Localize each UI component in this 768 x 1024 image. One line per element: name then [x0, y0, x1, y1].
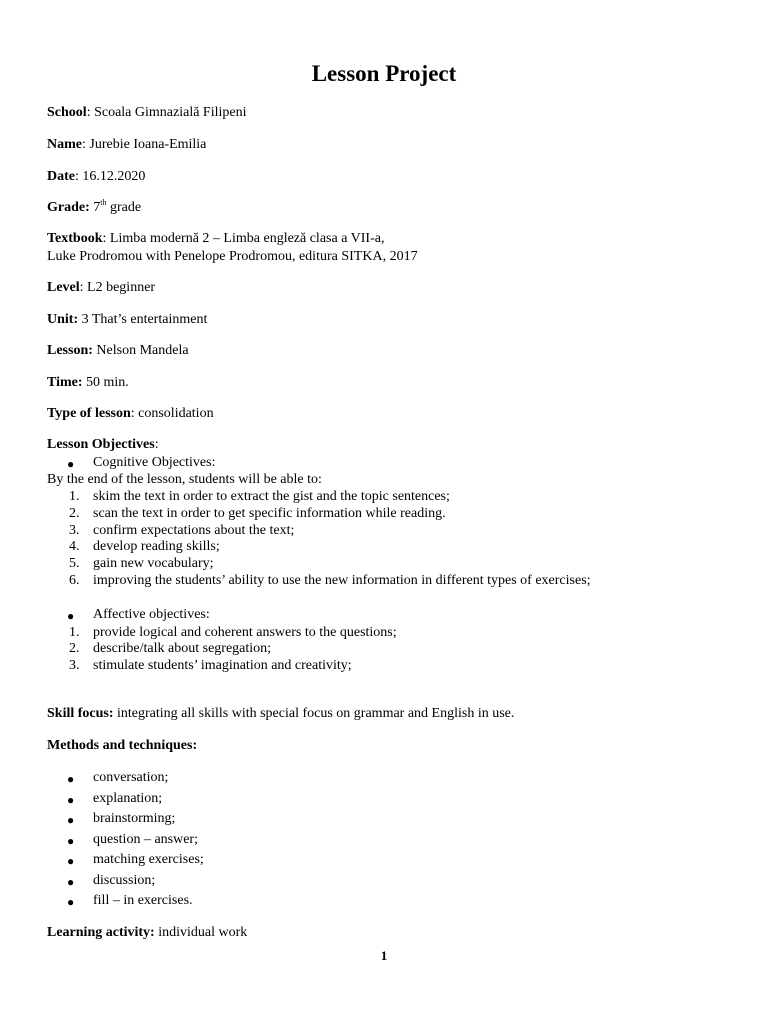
- cognitive-item: improving the students’ ability to use the new information in different types of exercises;: [93, 573, 591, 588]
- list-number: 1.: [69, 625, 80, 640]
- bullet-icon: ●: [67, 772, 75, 786]
- cognitive-objectives-label: Cognitive Objectives:: [93, 455, 216, 470]
- skill-focus-value: integrating all skills with special focus on grammar and English in use.: [113, 706, 515, 721]
- affective-item: provide logical and coherent answers to the questions;: [93, 625, 397, 640]
- objectives-intro: By the end of the lesson, students will be able to:: [47, 472, 322, 487]
- unit-value: 3 That’s entertainment: [78, 312, 208, 327]
- list-number: 2.: [69, 641, 80, 656]
- learning-activity-field: [47, 924, 247, 942]
- list-number: 2.: [69, 506, 80, 521]
- name-field: [47, 136, 206, 154]
- unit-field: [47, 311, 207, 329]
- cognitive-item: confirm expectations about the text;: [93, 523, 295, 538]
- method-item: brainstorming;: [93, 811, 176, 826]
- bullet-icon: ●: [67, 609, 75, 623]
- objectives-label: Lesson Objectives: [47, 437, 155, 452]
- level-field: [47, 279, 155, 297]
- list-number: 5.: [69, 556, 80, 571]
- page-title: Lesson Project: [311, 61, 457, 86]
- page-number: 1: [380, 948, 388, 963]
- objectives-heading: [47, 436, 159, 454]
- list-number: 3.: [69, 658, 80, 673]
- date-label: Date: [47, 169, 75, 184]
- lesson-type-value: : consolidation: [130, 406, 214, 421]
- affective-item: describe/talk about segregation;: [93, 641, 272, 656]
- grade-label: Grade:: [47, 200, 90, 215]
- school-field: [47, 104, 246, 122]
- name-label: Name: [47, 137, 82, 152]
- cognitive-item: develop reading skills;: [93, 539, 220, 554]
- grade-field: [47, 199, 141, 217]
- list-number: 1.: [69, 489, 80, 504]
- method-item: fill – in exercises.: [93, 893, 193, 908]
- lesson-label: Lesson:: [47, 343, 93, 358]
- list-number: 6.: [69, 573, 80, 588]
- textbook-label: Textbook: [47, 231, 103, 246]
- grade-value: 7: [89, 200, 101, 215]
- time-field: [47, 374, 129, 392]
- lesson-type-label: Type of lesson: [47, 406, 131, 421]
- lesson-value: Nelson Mandela: [92, 343, 189, 358]
- lesson-field: [47, 342, 189, 360]
- methods-heading: Methods and techniques:: [47, 738, 198, 753]
- method-item: discussion;: [93, 873, 156, 888]
- bullet-icon: ●: [67, 895, 75, 909]
- textbook-line2: Luke Prodromou with Penelope Prodromou, editura SITKA, 2017: [47, 249, 418, 264]
- skill-focus-label: Skill focus:: [47, 706, 114, 721]
- cognitive-item: scan the text in order to get specific information while reading.: [93, 506, 446, 521]
- learning-activity-label: Learning activity:: [47, 925, 155, 940]
- grade-suffix: grade: [106, 200, 142, 215]
- method-item: conversation;: [93, 770, 169, 785]
- time-value: 50 min.: [82, 375, 129, 390]
- name-value: : Jurebie Ioana-Emilia: [82, 137, 207, 152]
- affective-objectives-label: Affective objectives:: [93, 607, 210, 622]
- textbook-value: : Limba modernă 2 – Limba engleză clasa a VII-a,: [102, 231, 385, 246]
- list-number: 3.: [69, 523, 80, 538]
- school-label: School: [47, 105, 87, 120]
- textbook-field: [47, 230, 384, 248]
- bullet-icon: ●: [67, 875, 75, 889]
- bullet-icon: ●: [67, 793, 75, 807]
- level-label: Level: [47, 280, 80, 295]
- skill-focus-field: [47, 705, 514, 723]
- date-value: : 16.12.2020: [75, 169, 146, 184]
- school-value: : Scoala Gimnazială Filipeni: [86, 105, 247, 120]
- bullet-icon: ●: [67, 854, 75, 868]
- grade-superscript: th: [100, 198, 107, 207]
- learning-activity-value: individual work: [154, 925, 248, 940]
- time-label: Time:: [47, 375, 83, 390]
- date-field: [47, 168, 145, 186]
- method-item: matching exercises;: [93, 852, 204, 867]
- list-number: 4.: [69, 539, 80, 554]
- unit-label: Unit:: [47, 312, 79, 327]
- method-item: explanation;: [93, 791, 163, 806]
- cognitive-item: skim the text in order to extract the gist and the topic sentences;: [93, 489, 450, 504]
- affective-item: stimulate students’ imagination and creativity;: [93, 658, 352, 673]
- level-value: : L2 beginner: [79, 280, 156, 295]
- bullet-icon: ●: [67, 834, 75, 848]
- cognitive-item: gain new vocabulary;: [93, 556, 214, 571]
- lesson-type-field: [47, 405, 214, 423]
- objectives-colon: :: [154, 437, 159, 452]
- bullet-icon: ●: [67, 457, 75, 471]
- bullet-icon: ●: [67, 813, 75, 827]
- method-item: question – answer;: [93, 832, 198, 847]
